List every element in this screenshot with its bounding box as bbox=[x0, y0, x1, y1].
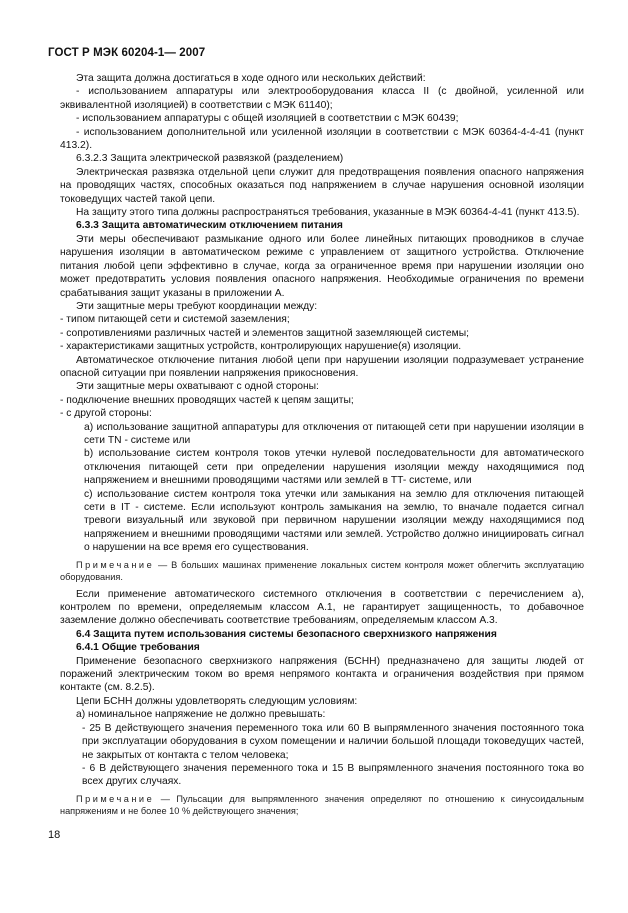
paragraph: Эти защитные меры требуют координации между: bbox=[76, 300, 318, 312]
section-heading: 6.4 Защита путем использования системы безопасного сверхнизкого напряжения bbox=[76, 628, 497, 640]
document-body bbox=[60, 72, 584, 822]
list-item: - использованием дополнительной или усиленной изоляции в соответствии с МЭК 60364-4-4-41 (пункт 413.2). bbox=[60, 126, 584, 152]
sublist bbox=[60, 421, 584, 555]
list-item: - характеристиками защитных устройств, контролирующих нарушение(я) изоляции. bbox=[60, 341, 462, 353]
list-item: - подключение внешних проводящих частей к цепям защиты; bbox=[60, 394, 354, 406]
note bbox=[60, 793, 584, 818]
paragraph: Если применение автоматического системного отключения в соответствии с перечислением а), контролем по времени, определяемым классом А.1, не гарантирует защищенность, то добавочное заземление должно обеспечивать соответствие требованиям, определяемым классом А.3. bbox=[60, 588, 584, 627]
paragraph: Эти защитные меры охватывают с одной стороны: bbox=[76, 381, 319, 393]
note-label: Примечание bbox=[76, 793, 155, 804]
section-heading: 6.3.3 Защита автоматическим отключением питания bbox=[76, 220, 343, 232]
list-item: - использованием аппаратуры или электрооборудования класса II (с двойной, усиленной или эквивалентной изоляцией) в соответствии с МЭК 61140); bbox=[60, 86, 584, 111]
note bbox=[60, 559, 584, 584]
list-item: - сопротивлениями различных частей и элементов защитной заземляющей системы; bbox=[60, 327, 469, 339]
sublist-item: с) использование систем контроля тока утечки или замыкания на землю для отключения питающей сети в IT - системе. Если используют контроль замыкания на землю, то вначале подается сигнал тревоги визуальный или звуковой при первичном нарушении изоляции между находящимися под напряжением и внешними проводящими частями или землей. Устройство должно инициировать сигнал о нарушении на все время его существования. bbox=[84, 488, 584, 554]
sublist-item: а) использование защитной аппаратуры для отключения от питающей сети при нарушении изоляции в сети TN - системе или bbox=[84, 421, 584, 446]
paragraph: На защиту этого типа должны распространяться требования, указанные в МЭК 60364-4-41 (пункт 413.5). bbox=[76, 207, 580, 219]
subsection-heading: 6.3.2.3 Защита электрической развязкой (разделением) bbox=[76, 153, 344, 165]
list-item: - использованием аппаратуры с общей изоляцией в соответствии с МЭК 60439; bbox=[76, 113, 459, 125]
sublist bbox=[60, 722, 584, 789]
note-text: — В больших машинах применение локальных систем контроля может облегчить эксплуатацию оборудования. bbox=[60, 559, 584, 583]
document-header: ГОСТ Р МЭК 60204-1— 2007 bbox=[48, 47, 206, 59]
list-item: - с другой стороны: bbox=[60, 408, 152, 420]
paragraph: Эти меры обеспечивают размыкание одного или более линейных питающих проводников в случае нарушения изоляции в автоматическом режиме с управлением от защитного устройства. Отключение питания любой цепи эффективно в случае, когда за ограниченное время при нарушении изоляции оно может предотвратить условия появления опасного напряжения. Необходимые ограничения по времени срабатывания защит указаны в приложении А. bbox=[60, 233, 584, 299]
paragraph: Автоматическое отключение питания любой цепи при нарушении изоляции подразумевает устранение опасной ситуации при появлении напряжения прикосновения. bbox=[60, 354, 584, 379]
subsection-heading: 6.4.1 Общие требования bbox=[76, 642, 200, 654]
list-item: - типом питающей сети и системой заземления; bbox=[60, 314, 290, 326]
note-text: — Пульсации для выпрямленного значения определяют по отношению к синусоидальным напряжениям и не более 10 % действующего значения; bbox=[60, 793, 584, 817]
page-number: 18 bbox=[48, 829, 61, 841]
list-item: а) номинальное напряжение не должно превышать: bbox=[76, 709, 326, 721]
sublist-item: - 25 В действующего значения переменного тока или 60 В выпрямленного значения постоянного тока при эксплуатации оборудования в сухом помещении и наличии большой площади токоведущих частей, не закрытых от контакта с телом человека; bbox=[82, 722, 584, 761]
sublist-item: - 6 В действующего значения переменного тока и 15 В выпрямленного значения постоянного тока во всех других случаях. bbox=[82, 762, 584, 788]
paragraph: Эта защита должна достигаться в ходе одного или нескольких действий: bbox=[76, 73, 426, 84]
note-label: Примечание bbox=[76, 559, 155, 570]
paragraph: Цепи БСНН должны удовлетворять следующим условиям: bbox=[76, 695, 358, 707]
sublist-item: b) использование систем контроля токов утечки нулевой последовательности для автоматического отключения питающей сети при определении нарушения изоляции между находящимися под напряжением и внешними проводящими частями или землей в TT- системе, или bbox=[84, 448, 584, 487]
paragraph: Электрическая развязка отдельной цепи служит для предотвращения появления опасного напряжения на проводящих частях, способных оказаться под напряжением в случае нарушения основной изоляции токоведущих частей такой цепи. bbox=[60, 166, 584, 205]
paragraph: Применение безопасного сверхнизкого напряжения (БСНН) предназначено для защиты людей от поражений электрическим током во время непрямого контакта и ограничения воздействия при прямом контакте (см. 8.2.5). bbox=[60, 655, 584, 694]
